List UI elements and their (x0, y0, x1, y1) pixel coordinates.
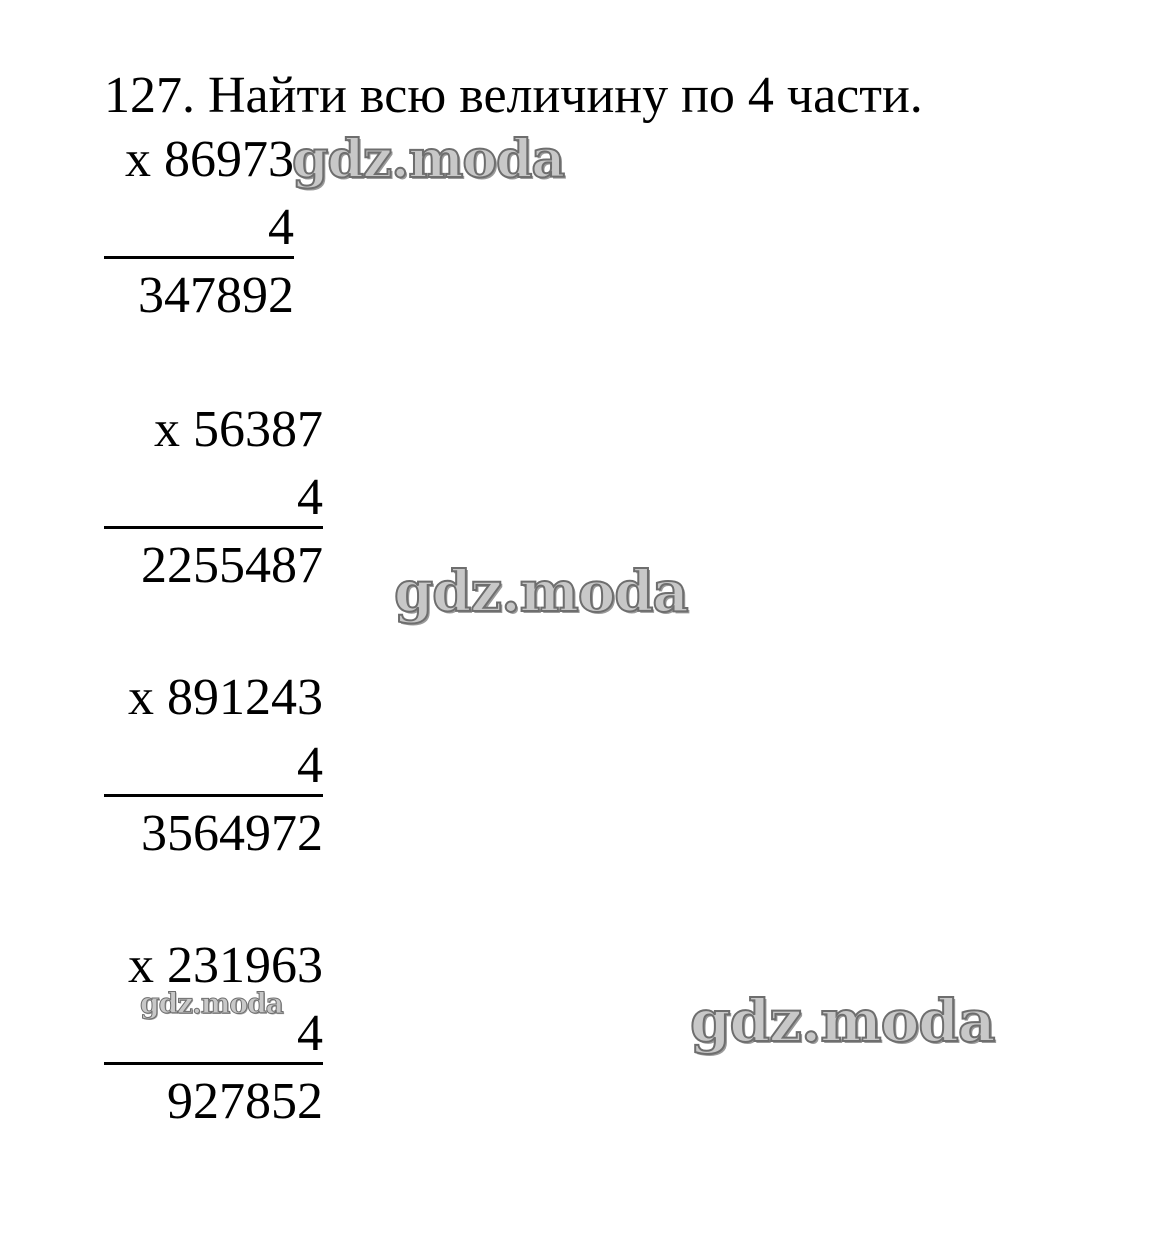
product: 347892 (138, 267, 294, 324)
product: 927852 (167, 1073, 323, 1130)
watermark: gdz.moda (140, 987, 283, 1020)
multiplication-3 (104, 666, 323, 866)
result-line (104, 794, 323, 797)
multiplier: 4 (297, 469, 323, 526)
result-line (104, 1062, 323, 1065)
result-line (104, 256, 294, 259)
multiplication-1 (104, 128, 294, 328)
multiplier: 4 (268, 199, 294, 256)
multiplicand: x 86973 (125, 131, 294, 188)
multiplication-2 (104, 398, 323, 598)
multiplier: 4 (297, 737, 323, 794)
result-line (104, 526, 323, 529)
multiplicand: x 231963 (128, 937, 323, 994)
multiplier: 4 (297, 1005, 323, 1062)
multiplicand: x 56387 (154, 401, 323, 458)
multiplication-4 (104, 934, 323, 1134)
watermark: gdz.moda (394, 559, 688, 625)
problem-title: 127. Найти всю величину по 4 части. (104, 67, 923, 124)
watermark: gdz.moda (292, 129, 565, 190)
multiplicand: x 891243 (128, 669, 323, 726)
product: 2255487 (141, 537, 323, 594)
product: 3564972 (141, 805, 323, 862)
watermark: gdz.moda (690, 987, 995, 1055)
